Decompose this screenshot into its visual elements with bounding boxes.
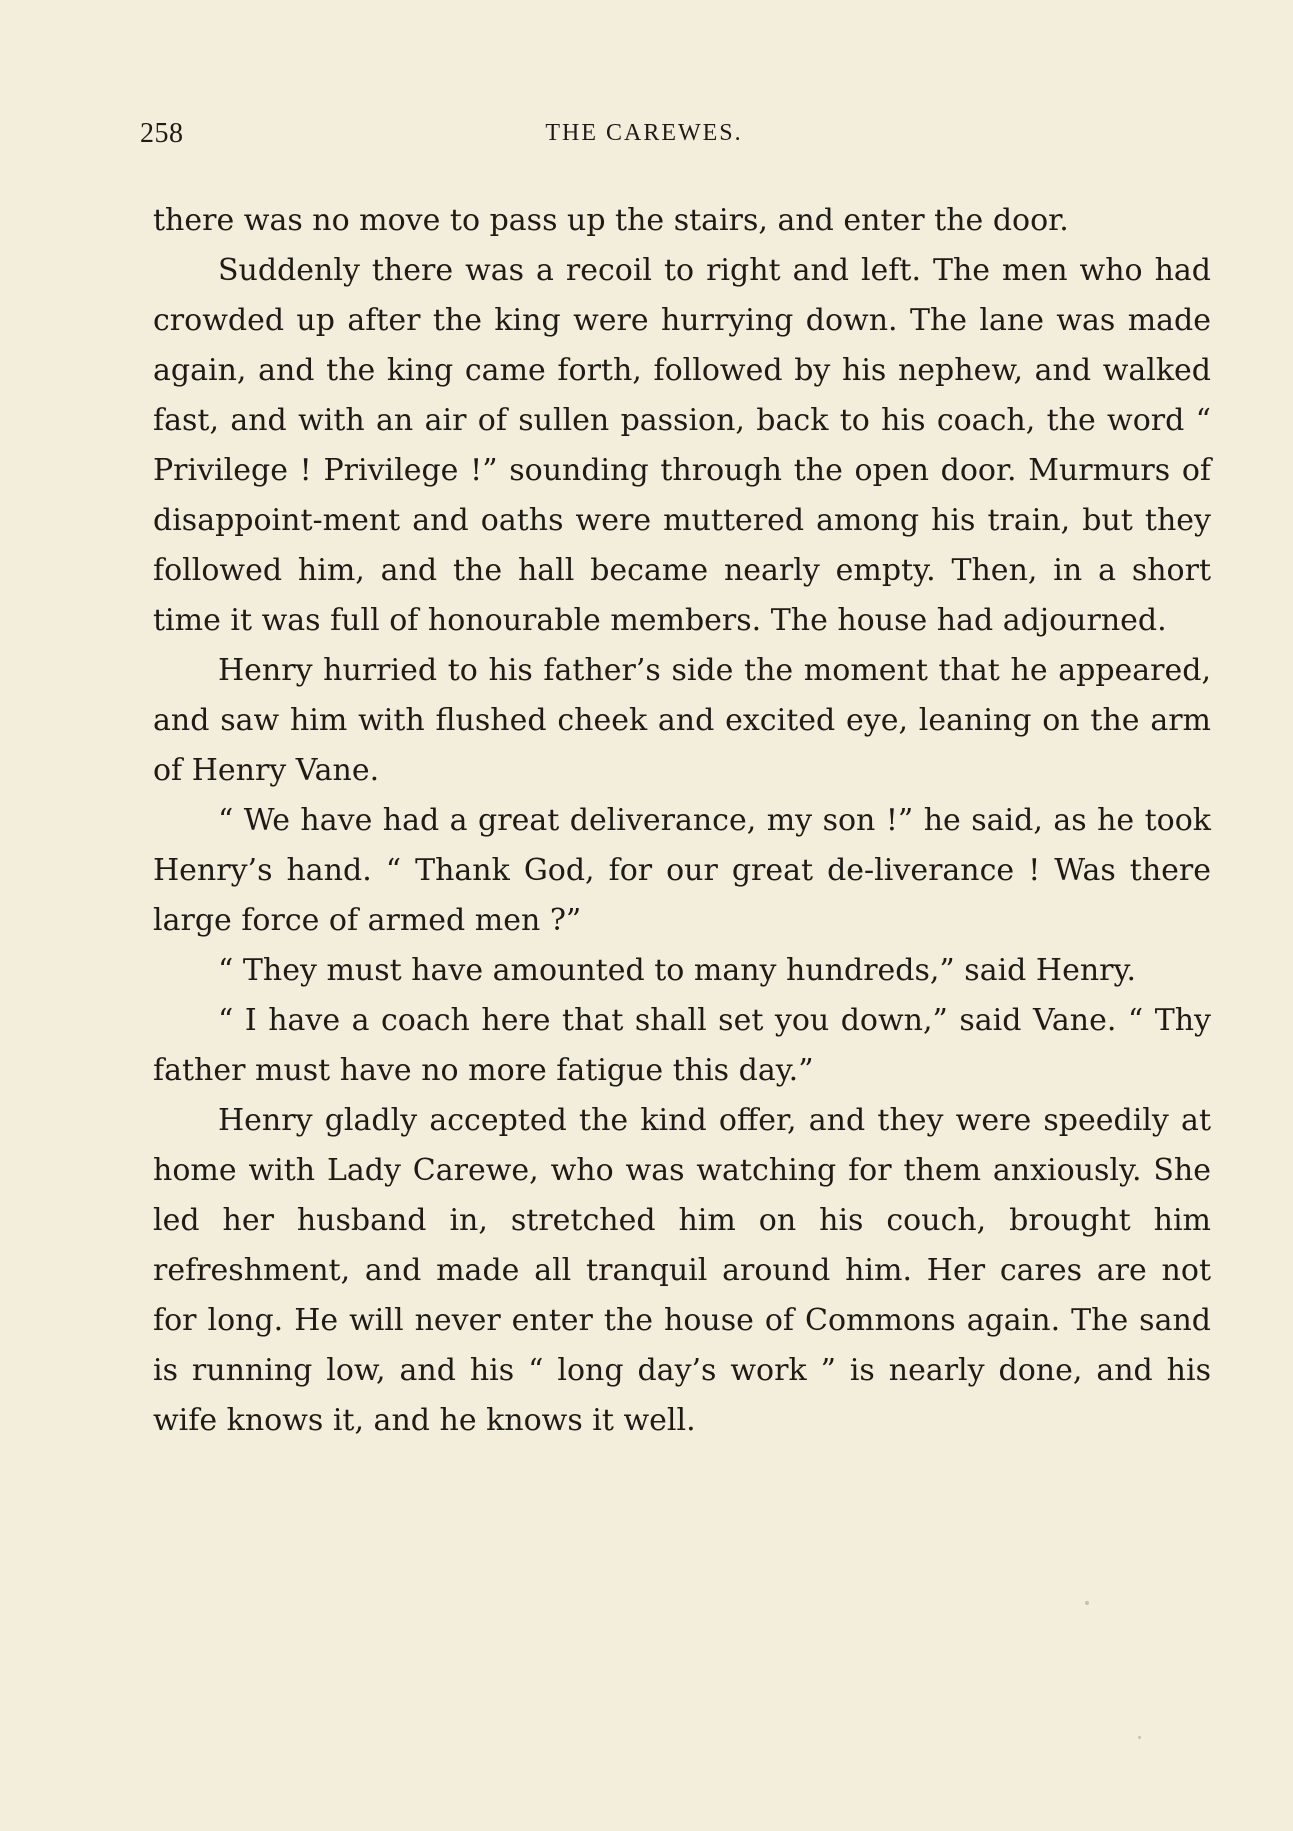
running-title: THE CAREWES. — [545, 120, 743, 146]
paragraph-many-hundreds: “ They must have amounted to many hundreds,” said Henry. — [218, 953, 1136, 988]
paragraph-continuation: there was no move to pass up the stairs, and enter the door. — [153, 203, 1069, 238]
body-text — [153, 196, 1211, 1446]
paragraph-henry-hurried: Henry hurried to his father’s side the moment that he appeared, and saw him with flushed cheek and excited eye, leaning on the arm of Henry Vane. — [153, 653, 1211, 788]
paragraph-lady-carewe: Henry gladly accepted the kind offer, and they were speedily at home with Lady Carewe, who was watching for them anxiously. She led her husband in, stretched him on his couch, brought him refreshment, and made all tranquil around him. Her cares are not for long. He will never enter the house of Commons again. The sand is running low, and his “ long day’s work ” is nearly done, and his wife knows it, and he knows it well. — [153, 1103, 1211, 1438]
running-head — [140, 118, 1140, 158]
paper-speck — [1085, 1601, 1089, 1605]
paragraph-deliverance: “ We have had a great deliverance, my son !” he said, as he took Henry’s hand. “ Thank God, for our great de-liverance ! Was there large force of armed men ?” — [153, 803, 1211, 938]
page-number: 258 — [140, 118, 184, 149]
paragraph-recoil: Suddenly there was a recoil to right and left. The men who had crowded up after the king were hurrying down. The lane was made again, and the king came forth, followed by his nephew, and walked fast, and with an air of sullen passion, back to his coach, the word “ Privilege ! Privilege !” sounding through the open door. Murmurs of disappoint-ment and oaths were muttered among his train, but they followed him, and the hall became nearly empty. Then, in a short time it was full of honourable members. The house had adjourned. — [153, 253, 1211, 638]
paragraph-coach: “ I have a coach here that shall set you down,” said Vane. “ Thy father must have no more fatigue this day.” — [153, 1003, 1211, 1088]
paper-speck — [1138, 1736, 1141, 1739]
